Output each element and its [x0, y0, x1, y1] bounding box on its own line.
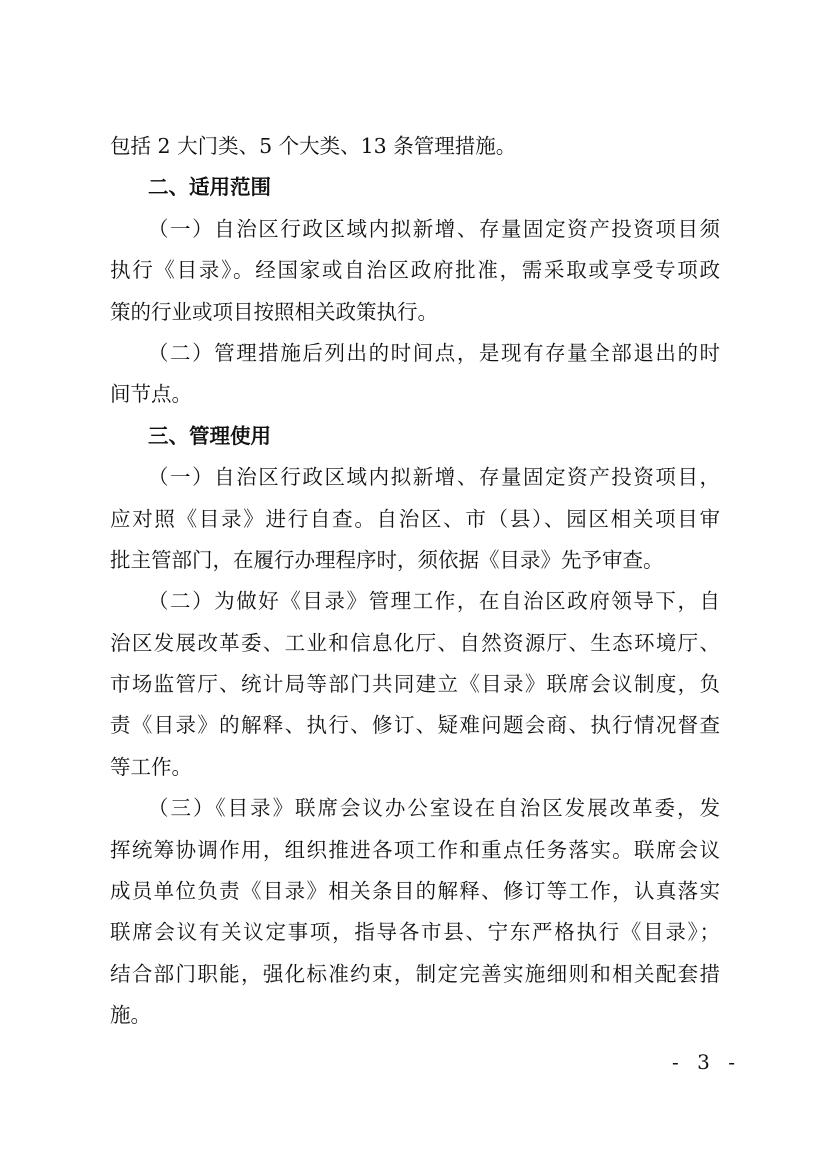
text-line: 包括 2 大门类、5 个大类、13 条管理措施。	[110, 134, 517, 158]
paragraph	[110, 581, 720, 788]
section-heading	[110, 167, 720, 208]
text-line: 策的行业或项目按照相关政策执行。	[110, 299, 438, 324]
text-line: 责《目录》的解释、执行、修订、疑难问题会商、执行情况督查	[110, 713, 720, 738]
document-body	[110, 126, 720, 1037]
page-number: - 3 -	[672, 1050, 741, 1074]
text-line: 应对照《目录》进行自查。自治区、市（县）、园区相关项目审	[110, 506, 720, 531]
section-heading	[110, 416, 720, 457]
text-line: （一）自治区行政区域内拟新增、存量固定资产投资项目须	[148, 216, 720, 241]
heading-text: 二、适用范围	[148, 175, 271, 200]
text-line: 联席会议有关议定事项，指导各市县、宁东严格执行《目录》；	[110, 920, 720, 945]
paragraph	[110, 126, 720, 167]
text-line: 批主管部门，在履行办理程序时，须依据《目录》先予审查。	[110, 547, 664, 572]
text-line: 成员单位负责《目录》相关条目的解释、修订等工作，认真落实	[110, 879, 720, 904]
text-line: 治区发展改革委、工业和信息化厅、自然资源厅、生态环境厅、	[110, 630, 720, 655]
text-line: 结合部门职能，强化标准约束，制定完善实施细则和相关配套措	[110, 961, 720, 986]
text-line: 等工作。	[110, 754, 192, 779]
text-line: 施。	[110, 1003, 151, 1028]
text-line: 间节点。	[110, 382, 192, 407]
text-line: 挥统筹协调作用，组织推进各项工作和重点任务落实。联席会议	[110, 837, 720, 862]
text-line: 执行《目录》。经国家或自治区政府批准，需采取或享受专项政	[110, 258, 720, 283]
heading-text: 三、管理使用	[148, 423, 271, 448]
paragraph	[110, 333, 720, 416]
text-line: （三）《目录》联席会议办公室设在自治区发展改革委，发	[148, 796, 720, 821]
text-line: （一）自治区行政区域内拟新增、存量固定资产投资项目，	[148, 465, 720, 490]
text-line: （二）为做好《目录》管理工作，在自治区政府领导下，自	[148, 589, 720, 614]
text-line: 市场监管厅、统计局等部门共同建立《目录》联席会议制度，负	[110, 672, 720, 697]
paragraph	[110, 788, 720, 1036]
text-line: （二）管理措施后列出的时间点，是现有存量全部退出的时	[148, 340, 720, 365]
paragraph	[110, 457, 720, 581]
paragraph	[110, 209, 720, 333]
